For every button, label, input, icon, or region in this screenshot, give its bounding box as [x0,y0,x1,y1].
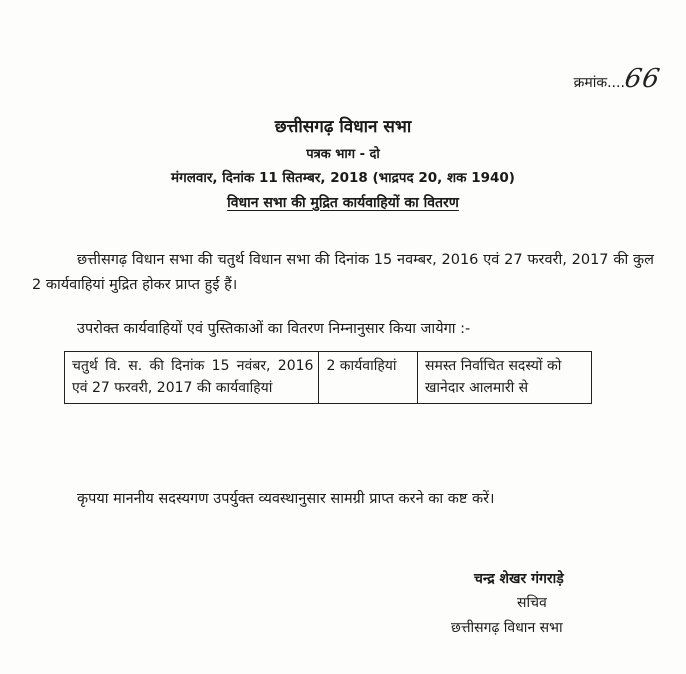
serial-number-label: क्रमांक.... [573,75,625,91]
date-line: मंगलवार, दिनांक 11 सितम्बर, 2018 (भाद्रपद 20, शक 1940) [171,170,515,186]
distribution-table [64,351,592,404]
subject-line [0,193,686,212]
signatory-organization: छत्तीसगढ़ विधान सभा [451,620,563,636]
distribution-cell: समस्त निर्वाचित सदस्यों को खानेदार आलमारी से [417,352,591,404]
intro-paragraph: छत्तीसगढ़ विधान सभा की चतुर्थ विधान सभा की दिनांक 15 नवम्बर, 2016 एवं 27 फरवरी, 2017 की कुल 2 कार्यवाहियां मुद्रित होकर प्राप्त हुई हैं। [32,252,654,293]
assembly-title: छत्तीसगढ़ विधान सभा [274,117,412,137]
count-cell: 2 कार्यवाहियां [319,352,418,404]
subject-text: विधान सभा की मुद्रित कार्यवाहियों का वितरण [227,195,459,211]
distribution-paragraph: उपरोक्त कार्यवाहियों एवं पुस्तिकाओं का वितरण निम्नानुसार किया जायेगा :- [77,321,471,337]
serial-number [573,64,663,94]
proceedings-cell: चतुर्थ वि. स. की दिनांक 15 नवंबर, 2016 एवं 27 फरवरी, 2017 की कार्यवाहियां [65,352,319,404]
serial-number-value: 66 [622,64,663,94]
closing-request: कृपया माननीय सदस्यगण उपर्युक्त व्यवस्थानुसार सामग्री प्राप्त करने का कष्ट करें। [77,491,495,507]
signatory-designation: सचिव [517,595,547,611]
bulletin-part: पत्रक भाग - दो [306,147,380,162]
signatory-name: चन्द्र शेखर गंगराड़े [474,571,564,587]
table-row [65,352,592,404]
